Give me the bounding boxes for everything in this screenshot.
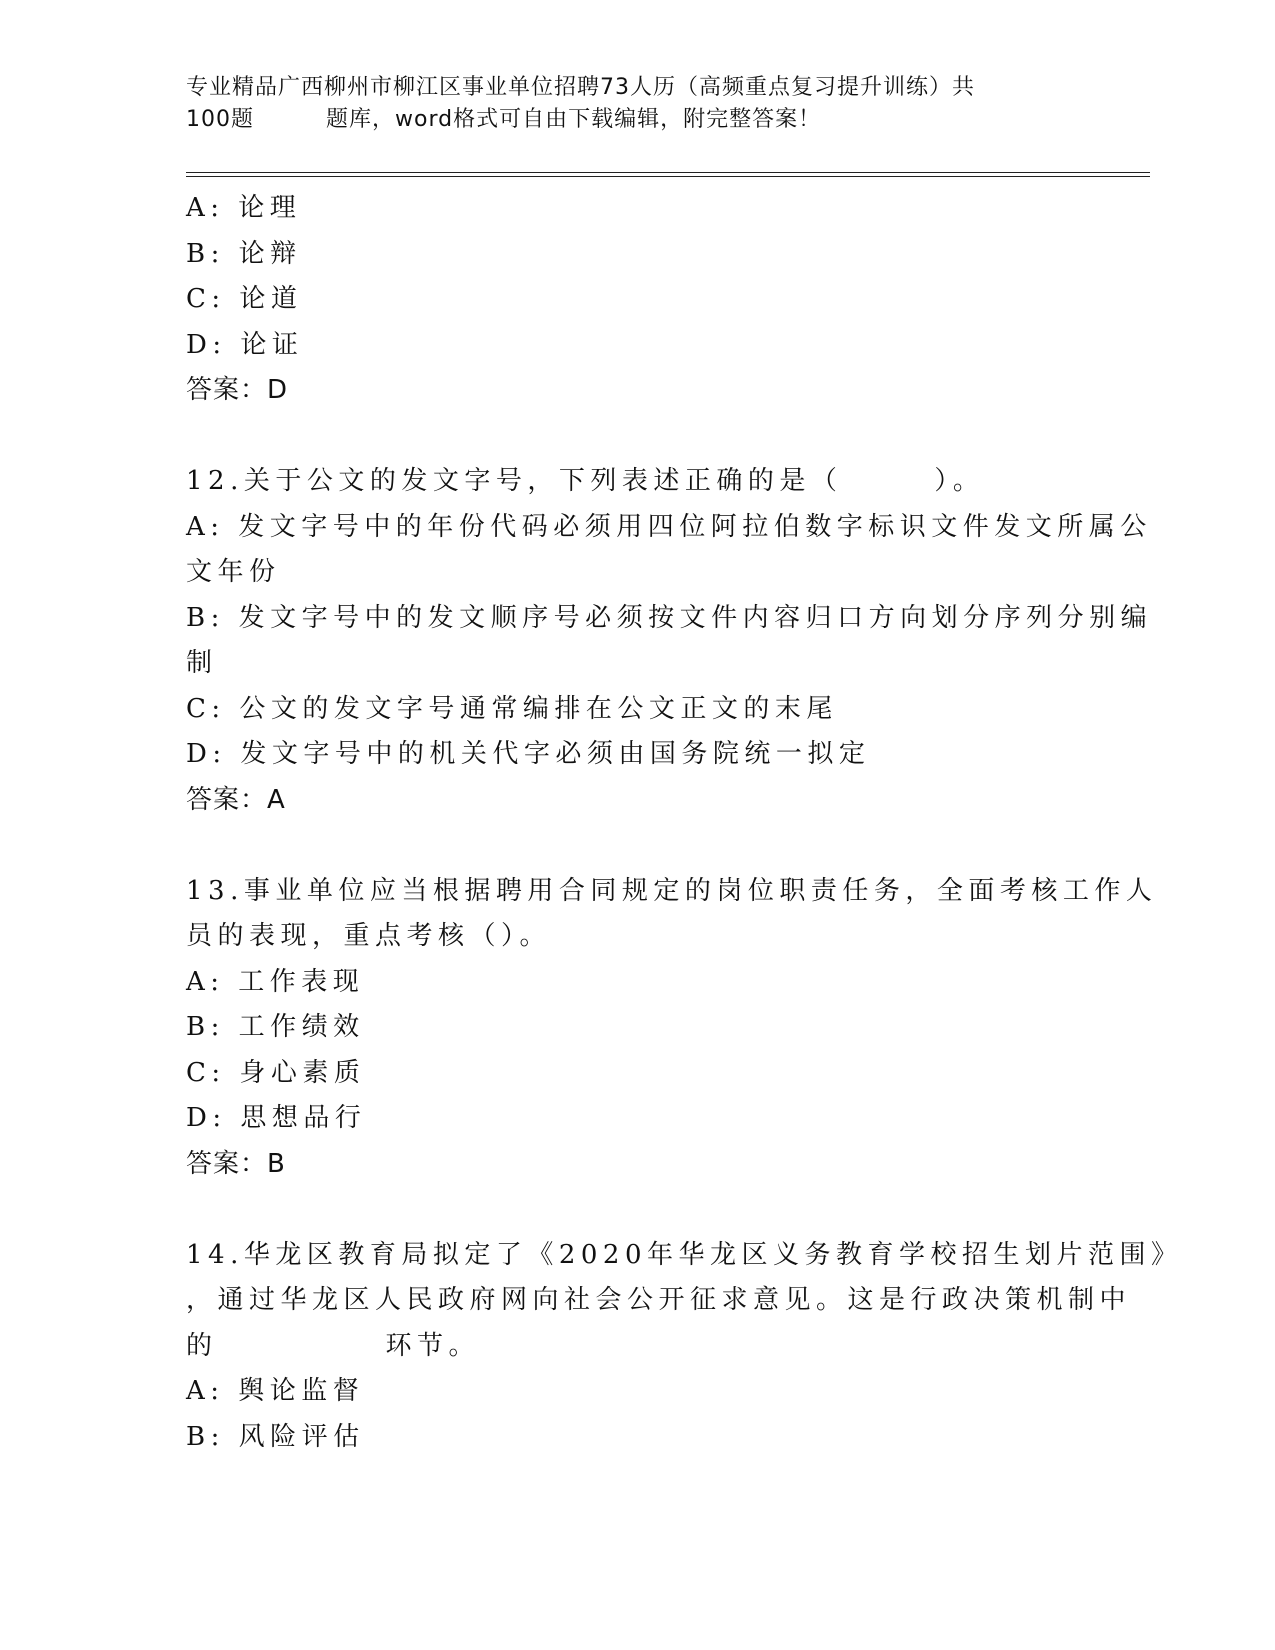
q11-option-d: D: 论证 — [186, 329, 304, 360]
header-title-line-1: 专业精品广西柳州市柳江区事业单位招聘73人历（高频重点复习提升训练）共 — [186, 75, 975, 100]
header-title-line-2 — [186, 104, 1086, 136]
q14-option-b: B: 风险评估 — [186, 1421, 365, 1452]
q12-option-a-line-2: 文年份 — [186, 557, 281, 587]
q14-option-a: A: 舆论监督 — [186, 1376, 365, 1406]
q13-option-c: C: 身心素质 — [186, 1057, 366, 1088]
header-divider-top — [186, 172, 1150, 173]
q12-stem-end: ）。 — [934, 466, 985, 496]
q12-option-b-line-2: 制 — [186, 648, 218, 678]
q12-option-a-line-1: A: 发文字号中的年份代码必须用四位阿拉伯数字标识文件发文所属公 — [186, 511, 1152, 542]
question-content — [186, 186, 1183, 1460]
q11-option-b: B: 论辩 — [186, 238, 302, 269]
q13-option-b: B: 工作绩效 — [186, 1012, 365, 1042]
q14-stem-line-2: ，通过华龙区人民政府网向社会公开征求意见。这是行政决策机制中 — [186, 1285, 1132, 1315]
q13-option-a: A: 工作表现 — [186, 966, 365, 997]
q11-answer: 答案：D — [186, 375, 289, 405]
header-question-count: 100题 — [186, 107, 254, 132]
q12-option-b-line-1: B: 发文字号中的发文顺序号必须按文件内容归口方向划分序列分别编 — [186, 602, 1153, 633]
q12-stem-text: 12.关于公文的发文字号，下列表述正确的是（ — [186, 466, 843, 496]
q12-stem — [186, 459, 1086, 505]
q13-stem-line-2: 员的表现，重点考核（）。 — [186, 921, 552, 951]
q11-option-c: C: 论道 — [186, 284, 303, 314]
q12-option-d: D: 发文字号中的机关代字必须由国务院统一拟定 — [186, 739, 871, 769]
q12-answer: 答案：A — [186, 784, 286, 815]
q13-answer: 答案：B — [186, 1148, 286, 1179]
q14-stem-line-1: 14.华龙区教育局拟定了《2020年华龙区义务教育学校招生划片范围》 — [186, 1239, 1183, 1270]
q12-option-c: C: 公文的发文字号通常编排在公文正文的末尾 — [186, 693, 838, 724]
q14-stem-line-3 — [186, 1324, 1086, 1370]
q13-stem-line-1: 13.事业单位应当根据聘用合同规定的岗位职责任务，全面考核工作人 — [186, 875, 1158, 906]
q14-stem-start: 的 — [186, 1330, 218, 1361]
document-header — [186, 72, 1086, 136]
q11-option-a: A: 论理 — [186, 193, 302, 223]
header-divider-bottom — [186, 176, 1150, 177]
header-description: 题库，word格式可自由下载编辑，附完整答案！ — [326, 107, 822, 132]
q13-option-d: D: 思想品行 — [186, 1103, 367, 1133]
q14-stem-end: 环节。 — [385, 1330, 481, 1361]
